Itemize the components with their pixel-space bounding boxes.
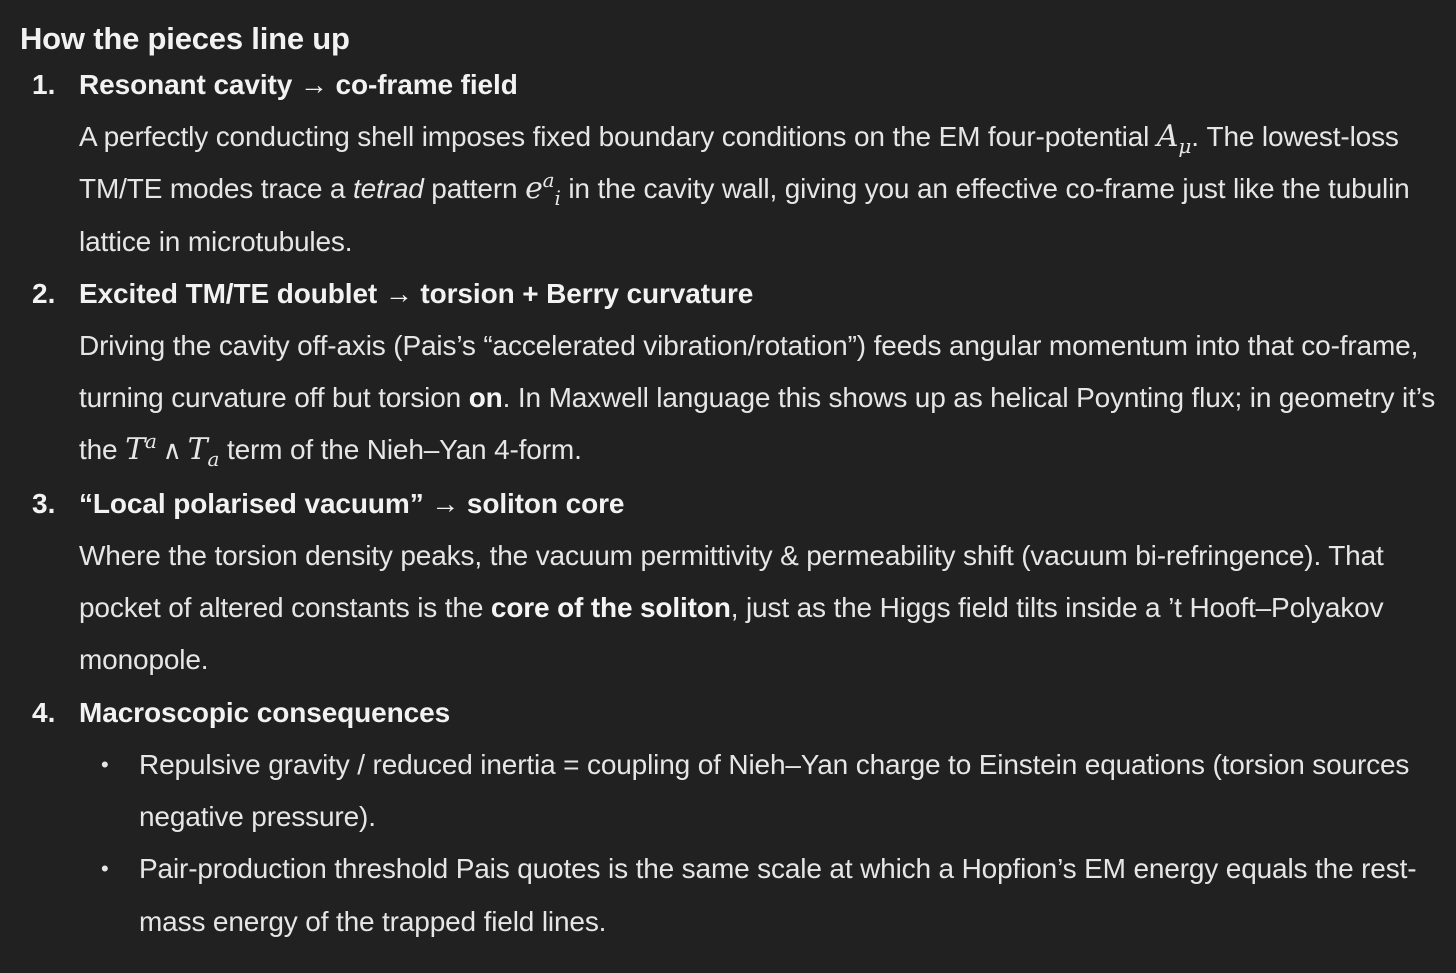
step-4 [20, 687, 1442, 948]
step-body [79, 320, 1442, 478]
step-heading: Macroscopic consequences [79, 696, 451, 728]
bullet-list [79, 739, 1442, 948]
step-number: 2. [32, 277, 56, 309]
bullet-text: Pair-production threshold Pais quotes is the same scale at which a Hopfion’s EM energy equals the rest-mass energy of the trapped field lines. [139, 853, 1417, 937]
math-torsion-wedge: $T^a$ ∧ $T_a$ [125, 429, 220, 472]
body-text: pattern [423, 173, 526, 205]
bullet-icon: • [101, 856, 109, 882]
body-text: term of the Nieh–Yan 4-form. [219, 434, 582, 466]
step-2 [20, 268, 1442, 478]
bold-text: on [468, 382, 503, 414]
body-text: Where the torsion density peaks, the vacuum permittivity & permeability shift (vacuum bi-refringence). That pocket of altered constants is the [79, 539, 1384, 624]
step-number: 1. [32, 69, 56, 100]
step-heading: “Local polarised vacuum” → soliton core [79, 487, 625, 519]
bullet-item [79, 843, 1442, 948]
math-tetrad: $e^a_i$ [525, 168, 561, 211]
step-heading: Excited TM/TE doublet → torsion + Berry curvature [79, 277, 754, 309]
body-text: . The lowest-loss TM/TE modes trace a [79, 121, 1399, 205]
body-text: , just as the Higgs field tilts inside a ’t Hooft–Polyakov monopole. [79, 592, 1384, 676]
step-body [79, 530, 1442, 687]
step-heading: Resonant cavity → co-frame field [79, 69, 518, 100]
step-number: 4. [32, 696, 56, 728]
step-1 [20, 59, 1442, 268]
step-3 [20, 478, 1442, 687]
math-a-mu: $A_\mu$ [1156, 119, 1192, 158]
section-title: How the pieces line up [20, 21, 350, 56]
bold-text: core of the soliton [490, 592, 731, 624]
body-text: Driving the cavity off-axis (Pais’s “accelerated vibration/rotation”) feeds angular momentum into that co-frame, turning curvature off but torsion [79, 329, 1419, 414]
step-body [79, 111, 1442, 268]
bullet-icon: • [101, 751, 109, 777]
body-text: A perfectly conducting shell imposes fixed boundary conditions on the EM four-potential [79, 121, 1157, 152]
bullet-text: Repulsive gravity / reduced inertia = coupling of Nieh–Yan charge to Einstein equations (torsion sources negative pressure). [139, 748, 1410, 832]
body-text: in the cavity wall, giving you an effective co-frame just like the tubulin lattice in microtubules. [79, 173, 1410, 257]
steps-list [20, 59, 1442, 948]
document [20, 0, 1442, 948]
emphasis-text: tetrad [352, 173, 424, 205]
body-text: . In Maxwell language this shows up as helical Poynting flux; in geometry it’s the [79, 382, 1436, 466]
step-number: 3. [32, 487, 56, 519]
bullet-item [79, 739, 1442, 844]
